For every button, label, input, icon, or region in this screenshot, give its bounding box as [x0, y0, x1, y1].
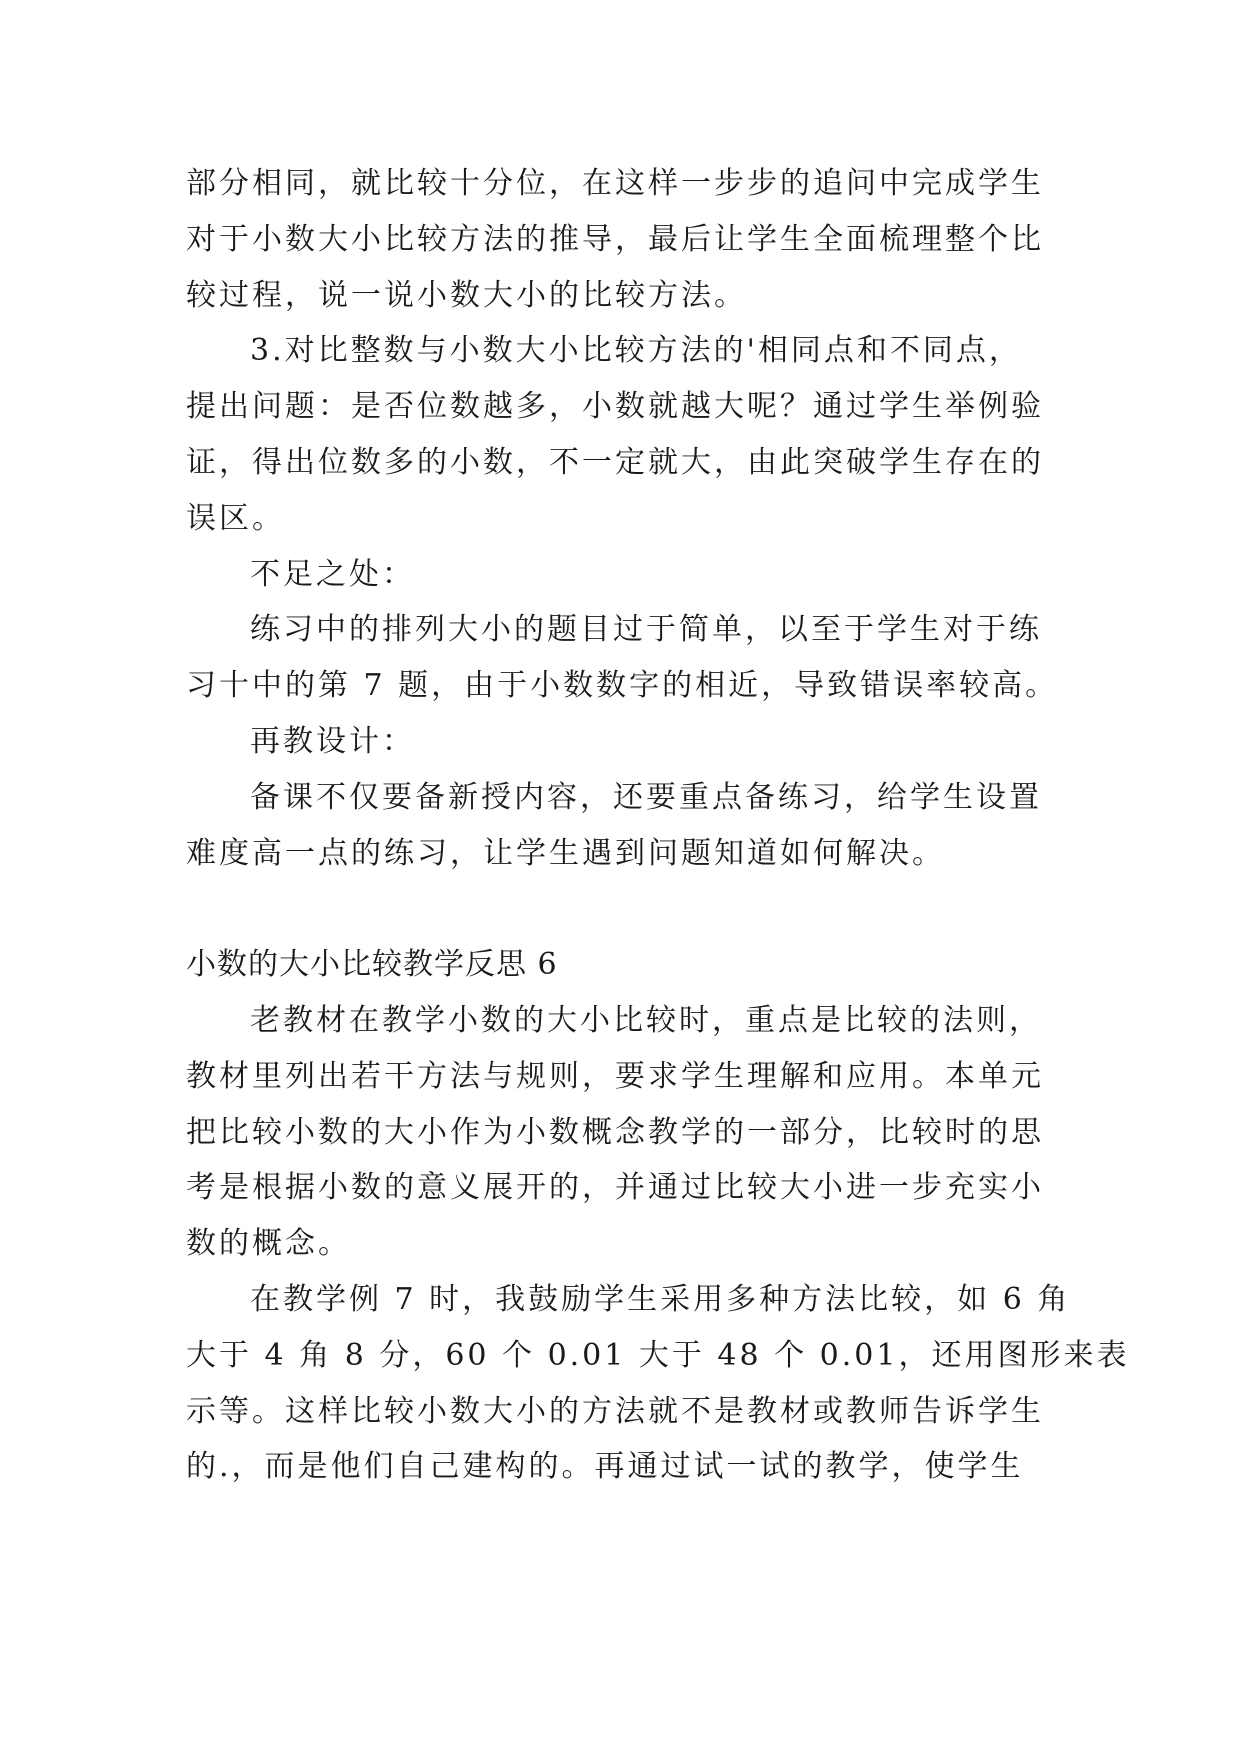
section-label-shortcoming	[186, 547, 1066, 603]
text-line: 部分相同，就比较十分位，在这样一步步的追问中完成学生	[186, 166, 1044, 201]
document-body	[186, 156, 1130, 1495]
text-line: 证，得出位数多的小数，不一定就大，由此突破学生存在的	[186, 444, 1044, 480]
text-line: 误区。	[186, 500, 285, 536]
paragraph	[186, 156, 1066, 323]
text-line: 考是根据小数的意义展开的，并通过比较大小进一步充实小	[186, 1170, 1044, 1206]
text-line: 难度高一点的练习，让学生遇到问题知道如何解决。	[186, 835, 945, 871]
paragraph	[186, 1272, 1130, 1495]
text-line: 把比较小数的大小作为小数概念教学的一部分，比较时的思	[186, 1114, 1044, 1150]
text-line: 不足之处：	[250, 556, 415, 592]
text-line: 练习中的排列大小的题目过于简单，以至于学生对于练	[250, 612, 1042, 648]
text-line: 数的概念。	[186, 1226, 351, 1262]
text-line: 大于 4 角 8 分，60 个 0.01 大于 48 个 0.01，还用图形来表	[186, 1337, 1130, 1373]
text-line: 教材里列出若干方法与规则，要求学生理解和应用。本单元	[186, 1058, 1044, 1094]
text-line: 示等。这样比较小数大小的方法就不是教材或教师告诉学生	[186, 1393, 1044, 1429]
text-line: 提出问题：是否位数越多，小数就越大呢？通过学生举例验	[186, 389, 1044, 425]
text-line: 老教材在教学小数的大小比较时，重点是比较的法则，	[250, 1002, 1042, 1038]
text-line: 的.，而是他们自己建构的。再通过试一试的教学，使学生	[186, 1449, 1024, 1485]
paragraph	[186, 323, 1066, 546]
section-heading	[186, 937, 1066, 993]
text-line: 3.对比整数与小数大小比较方法的'相同点和不同点，	[250, 333, 1022, 369]
blank-line	[186, 881, 1066, 937]
text-line: 习十中的第 7 题，由于小数数字的相近，导致错误率较高。	[186, 668, 1059, 704]
paragraph	[186, 602, 1066, 714]
text-line: 较过程，说一说小数大小的比较方法。	[186, 277, 747, 313]
text-line: 在教学例 7 时，我鼓励学生采用多种方法比较，如 6 角	[250, 1281, 1071, 1317]
section-label-redesign	[186, 714, 1066, 770]
paragraph	[186, 993, 1066, 1272]
text-line: 再教设计：	[250, 723, 415, 759]
text-line: 对于小数大小比较方法的推导，最后让学生全面梳理整个比	[186, 221, 1044, 257]
text-line: 备课不仅要备新授内容，还要重点备练习，给学生设置	[250, 779, 1042, 815]
heading-text: 小数的大小比较教学反思 6	[186, 947, 558, 983]
paragraph	[186, 770, 1066, 882]
